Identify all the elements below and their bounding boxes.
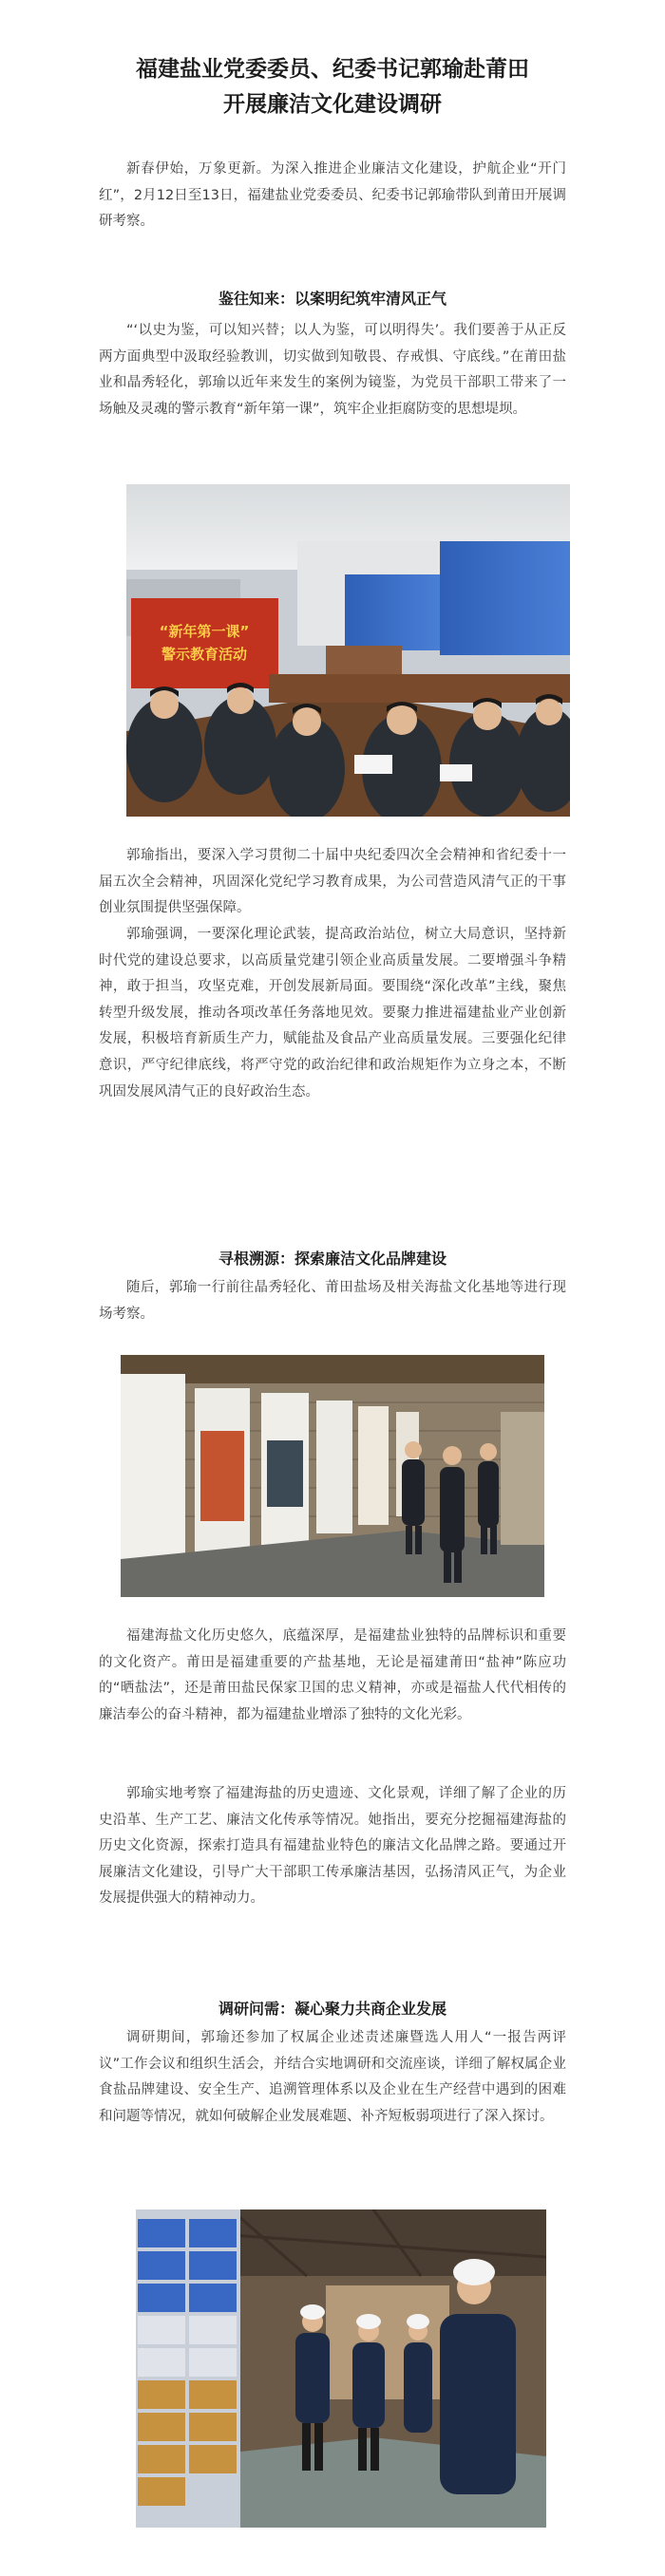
screen-slogan-line-2: 警示教育活动 [161, 646, 248, 663]
section-1-heading: 鉴往知来：以案明纪筑牢清风正气 [218, 290, 446, 308]
section-2-paragraph-2: 福建海盐文化历史悠久，底蕴深厚，是福建盐业独特的品牌标识和重要的文化资产。莆田是福建重要的产盐基地，无论是福建莆田“盐神”陈应功的“晒盐法”，还是莆田盐民保家卫国的忠义精神，亦或是福盐人代代相传的廉洁奉公的奋斗精神，都为福建盐业增添了独特的文化光彩。 [99, 1628, 566, 1722]
section-2-paragraph-1: 随后，郭瑜一行前往晶秀轻化、莆田盐场及柑关海盐文化基地等进行现场考察。 [99, 1280, 566, 1322]
photo-warehouse-visit [136, 2209, 546, 2528]
screen-slogan-line-1: “新年第一课” [159, 623, 250, 640]
section-3-heading: 调研问需：凝心聚力共商企业发展 [218, 2000, 446, 2018]
section-2-heading: 寻根溯源：探索廉洁文化品牌建设 [218, 1250, 446, 1268]
article-title [57, 52, 608, 122]
title-line-2: 开展廉洁文化建设调研 [223, 92, 442, 117]
projection-screen [131, 598, 278, 688]
photo-meeting-room [126, 484, 570, 817]
intro-paragraph: 新春伊始，万象更新。为深入推进企业廉洁文化建设，护航企业“开门红”，2月12日至13日，福建盐业党委委员、纪委书记郭瑜带队到莆田开展调研考察。 [99, 161, 566, 230]
photo-exhibition-hall [121, 1355, 544, 1597]
section-1-paragraph-1: “‘以史为鉴，可以知兴替；以人为鉴，可以明得失’。我们要善于从正反两方面典型中汲取经验教训，切实做到知敬畏、存戒惧、守底线。”在莆田盐业和晶秀轻化，郭瑜以近年来发生的案例为镜鉴，为党员干部职工带来了一场触及灵魂的警示教育“新年第一课”，筑牢企业拒腐防变的思想堤坝。 [99, 323, 566, 417]
warehouse-illustration [136, 2209, 546, 2528]
exhibition-illustration [121, 1355, 544, 1597]
section-1-paragraph-2: 郭瑜指出，要深入学习贯彻二十届中央纪委四次全会精神和省纪委十一届五次全会精神，巩固深化党纪学习教育成果，为公司营造风清气正的干事创业氛围提供坚强保障。 [99, 848, 566, 916]
meeting-room-illustration [126, 484, 570, 817]
section-2-paragraph-3: 郭瑜实地考察了福建海盐的历史遗迹、文化景观，详细了解了企业的历史沿革、生产工艺、廉洁文化传承等情况。她指出，要充分挖掘福建海盐的历史文化资源，探索打造具有福建盐业特色的廉洁文化品牌之路。要通过开展廉洁文化建设，引导广大干部职工传承廉洁基因，弘扬清风正气，为企业发展提供强大的精神动力。 [99, 1786, 566, 1907]
section-1-paragraph-3: 郭瑜强调，一要深化理论武装，提高政治站位，树立大局意识，坚持新时代党的建设总要求，以高质量党建引领企业高质量发展。二要增强斗争精神，敢于担当，攻坚克难，开创发展新局面。要围绕“深化改革”主线，聚焦转型升级发展，推动各项改革任务落地见效。要聚力推进福建盐业产业创新发展，积极培育新质生产力，赋能盐及食品产业高质量发展。三要强化纪律意识，严守纪律底线，将严守党的政治纪律和政治规矩作为立身之本，不断巩固发展风清气正的良好政治生态。 [99, 927, 566, 1100]
section-3-paragraph-1: 调研期间，郭瑜还参加了权属企业述责述廉暨选人用人“一报告两评议”工作会议和组织生活会，并结合实地调研和交流座谈，详细了解权属企业食盐品牌建设、安全生产、追溯管理体系以及企业在生产经营中遇到的困难和问题等情况，就如何破解企业发展难题、补齐短板弱项进行了深入探讨。 [99, 2030, 566, 2124]
title-line-1: 福建盐业党委委员、纪委书记郭瑜赴莆田 [136, 57, 529, 82]
